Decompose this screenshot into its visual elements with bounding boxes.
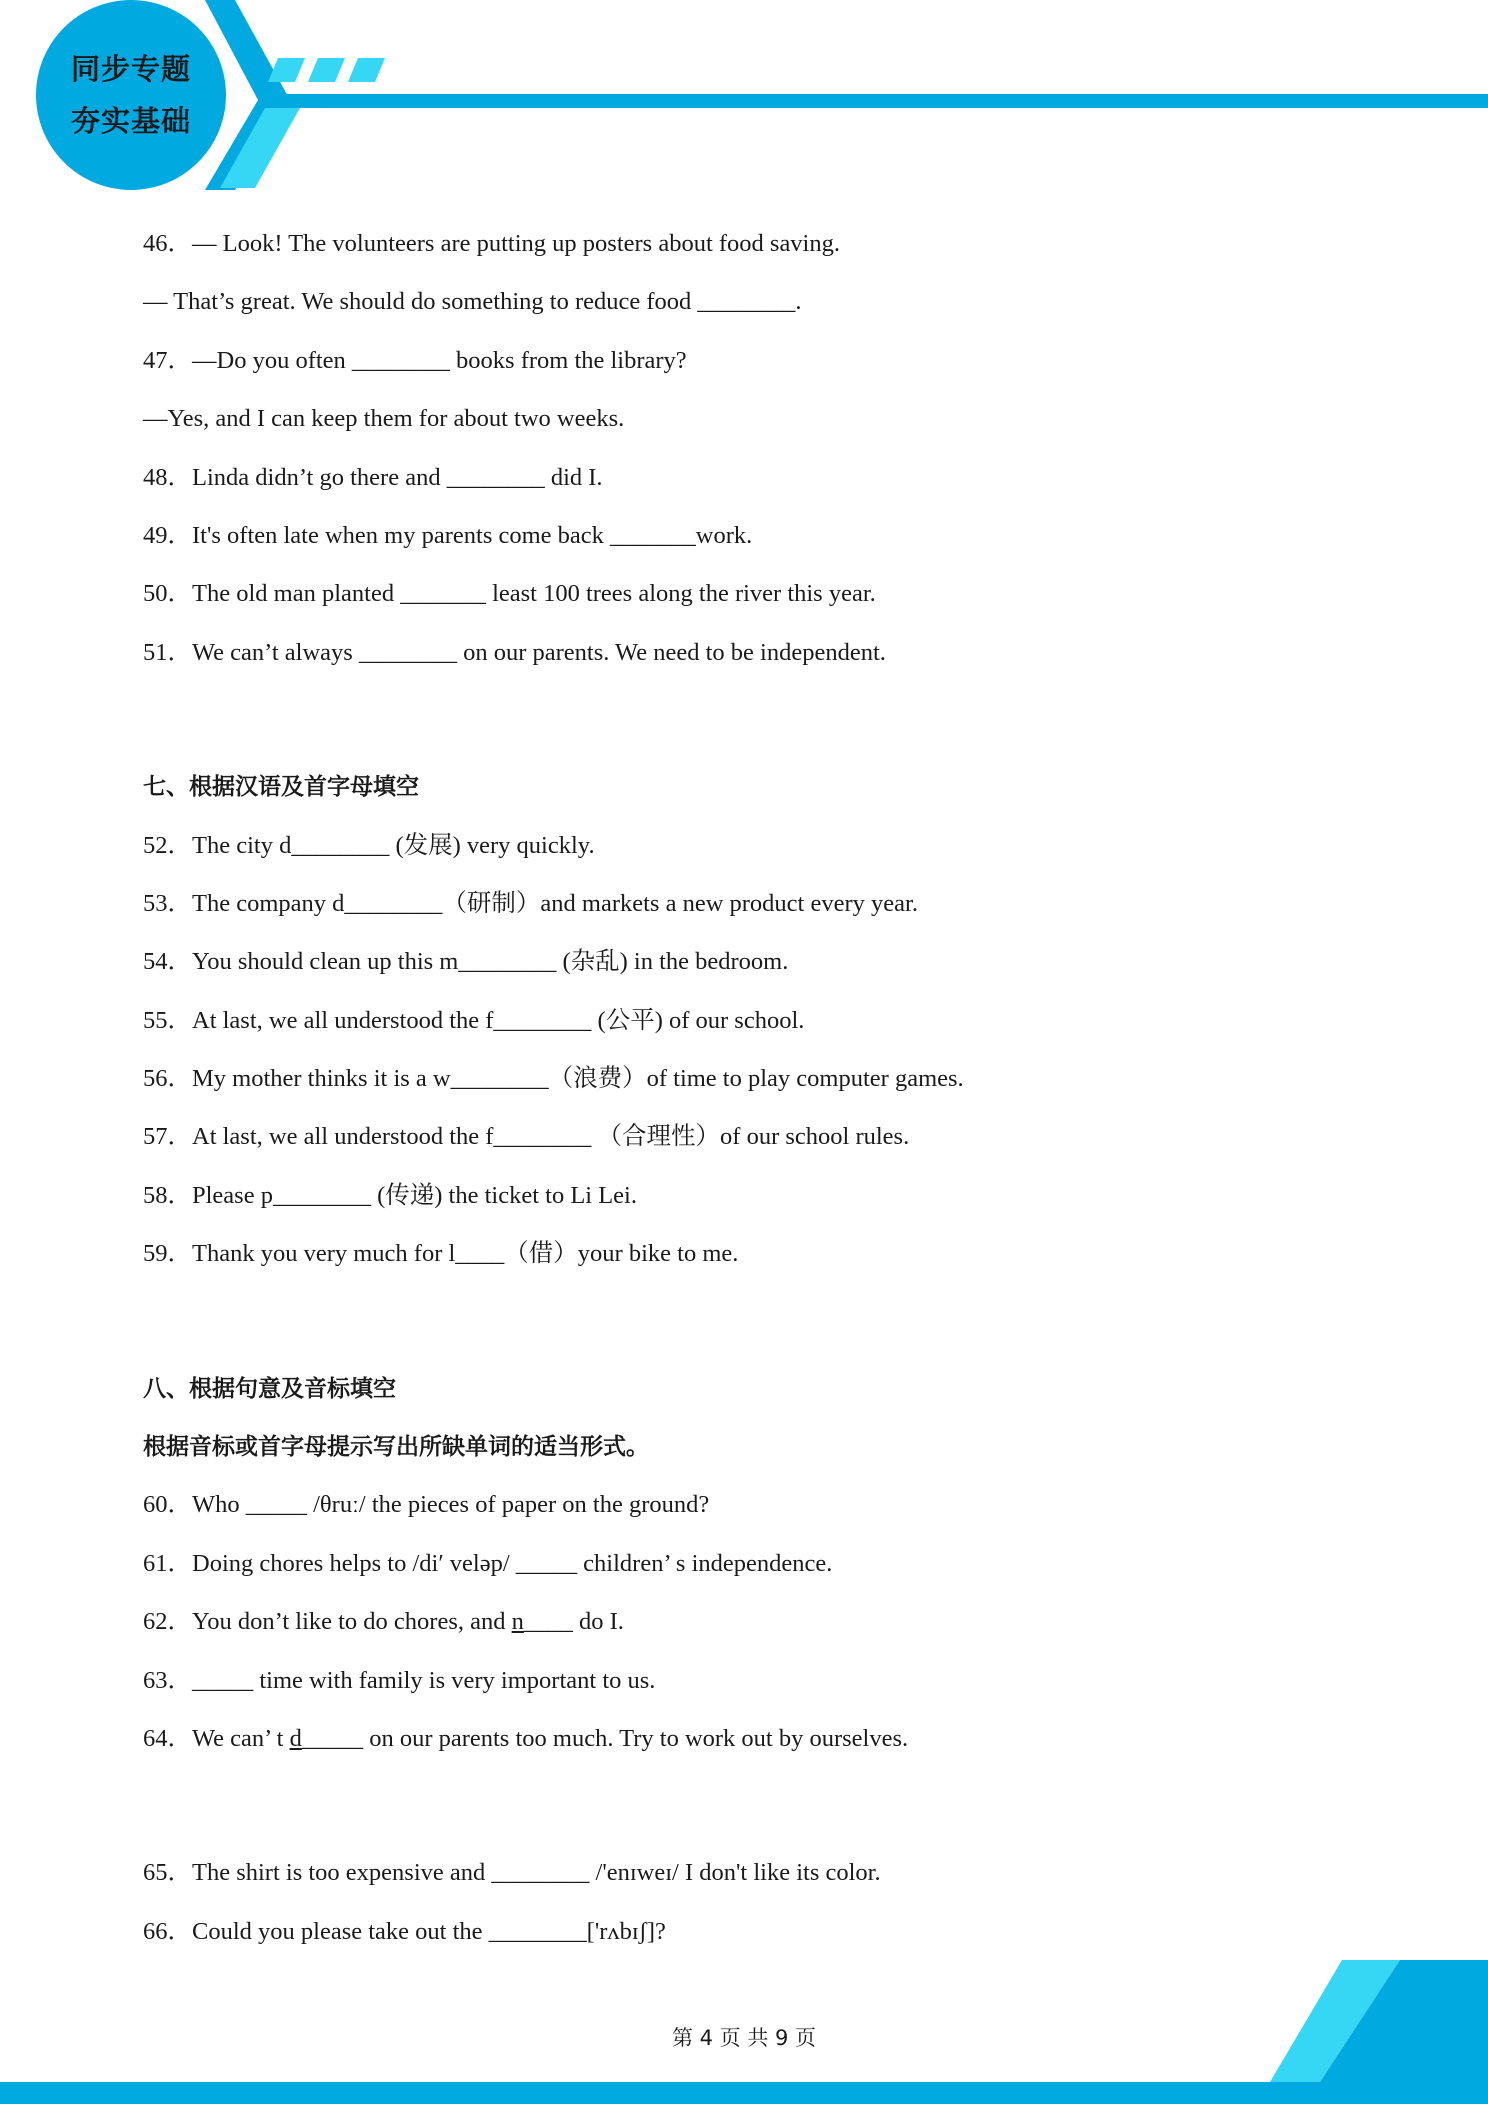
question-64-text: 64．We can’ t — [143, 1724, 290, 1752]
question-64-hint-letter: d — [289, 1724, 302, 1752]
question-62-text: 62．You don’t like to do chores, and — [143, 1608, 512, 1636]
question-62 — [143, 1598, 1363, 1656]
question-66: 66．Could you please take out the ________['rʌbɪʃ]? — [143, 1917, 666, 1945]
question-62-hint-letter: n — [511, 1608, 524, 1636]
header-dash-2 — [308, 58, 345, 82]
question-64 — [143, 1715, 1363, 1773]
header-badge — [36, 0, 226, 190]
question-53: 53．The company d________（研制）and markets a new product every year. — [143, 889, 918, 917]
question-48: 48．Linda didn’t go there and ________ did I. — [143, 463, 603, 491]
footer-bar — [0, 2082, 1488, 2104]
question-54: 54．You should clean up this m________ (杂乱) in the bedroom. — [143, 948, 789, 976]
section-8-title: 八、根据句意及音标填空 — [143, 1375, 396, 1402]
question-46-line-1: 46．— Look! The volunteers are putting up posters about food saving. — [143, 230, 840, 257]
question-49: 49．It's often late when my parents come back _______work. — [143, 521, 753, 549]
question-63: 63．_____ time with family is very important to us. — [143, 1666, 656, 1694]
badge-line-2: 夯实基础 — [70, 104, 191, 138]
question-64-rest: _____ on our parents too much. Try to work out by ourselves. — [301, 1724, 909, 1752]
question-46-line-2: — That’s great. We should do something to reduce food ________. — [143, 288, 802, 316]
worksheet-content — [143, 220, 1363, 1966]
header-dash-1 — [268, 58, 305, 82]
section-8-instruction: 根据音标或首字母提示写出所缺单词的适当形式。 — [143, 1434, 649, 1461]
question-55: 55．At last, we all understood the f________ (公平) of our school. — [143, 1006, 805, 1034]
question-61: 61．Doing chores helps to /di′ veləp/ _____ children’ s independence. — [143, 1549, 833, 1577]
spacer — [143, 1289, 1363, 1365]
header-dash-3 — [348, 58, 385, 82]
question-58: 58．Please p________ (传递) the ticket to Li Lei. — [143, 1181, 637, 1209]
question-60: 60．Who _____ /θruː/ the pieces of paper on the ground? — [143, 1491, 710, 1519]
question-65: 65．The shirt is too expensive and ________ /'enɪweɪ/ I don't like its color. — [143, 1859, 881, 1887]
question-57: 57．At last, we all understood the f________ （合理性）of our school rules. — [143, 1123, 910, 1151]
badge-line-1: 同步专题 — [70, 52, 191, 86]
question-56: 56．My mother thinks it is a w________（浪费）of time to play computer games. — [143, 1065, 964, 1093]
question-50: 50．The old man planted _______ least 100 trees along the river this year. — [143, 580, 876, 608]
question-52: 52．The city d________ (发展) very quickly. — [143, 831, 595, 859]
section-7-title: 七、根据汉语及首字母填空 — [143, 774, 419, 801]
question-59: 59．Thank you very much for l____（借）your bike to me. — [143, 1240, 739, 1268]
page-number: 第 4 页 共 9 页 — [671, 2026, 817, 2050]
question-47-line-1: 47．—Do you often ________ books from the library? — [143, 346, 687, 374]
spacer — [143, 687, 1363, 763]
question-51: 51．We can’t always ________ on our parents. We need to be independent. — [143, 638, 886, 666]
question-47-line-2: —Yes, and I can keep them for about two weeks. — [143, 405, 625, 433]
header-bar — [260, 94, 1488, 108]
spacer — [143, 1773, 1363, 1849]
question-62-rest: ____ do I. — [523, 1608, 624, 1636]
